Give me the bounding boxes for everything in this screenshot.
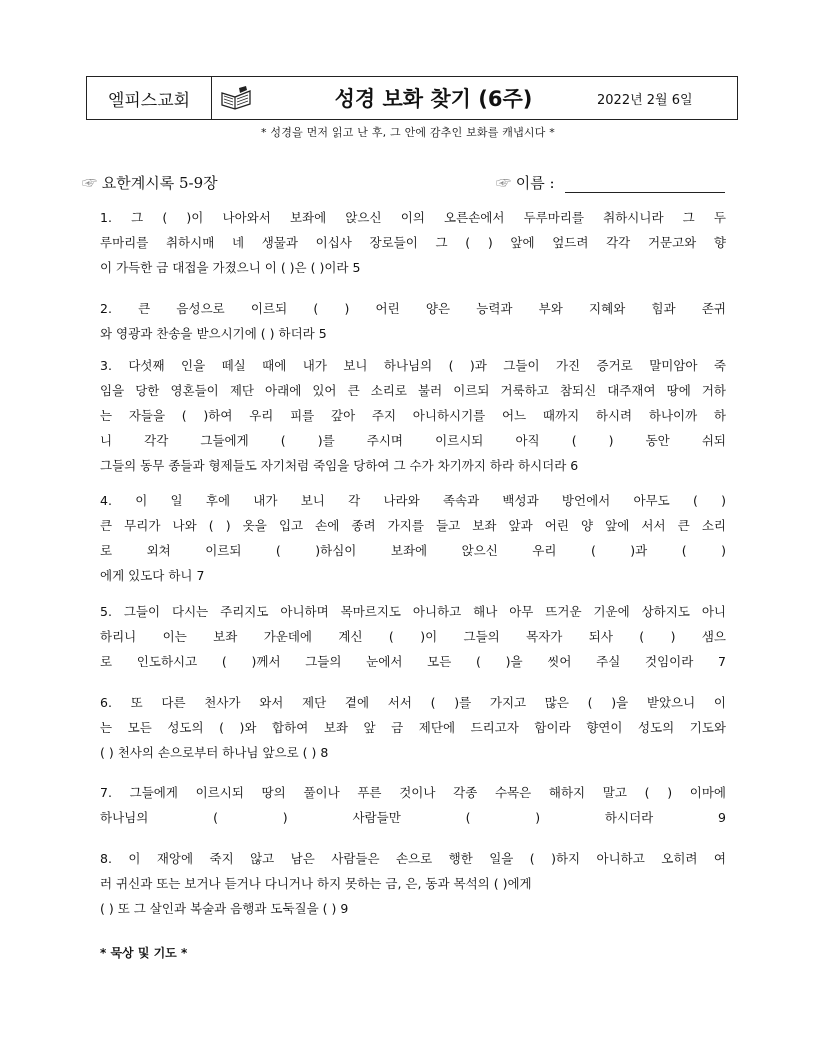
question-line: 1. 그 ( )이 나아와서 보좌에 앉으신 이의 오른손에서 두루마리를 취하시니라 그 두 <box>100 210 726 225</box>
question-line: 는 자들을 ( )하여 우리 피를 갚아 주지 아니하시기를 어느 때까지 하시려 하나이까 하 <box>100 408 726 423</box>
question-4 <box>100 488 726 588</box>
question-line: 는 모든 성도의 ( )와 합하여 보좌 앞 금 제단에 드리고자 함이라 향연이 성도의 기도와 <box>100 720 726 735</box>
worksheet-title: 성경 보화 찾기 (6주) <box>334 87 533 111</box>
question-line: ( ) 또 그 살인과 복술과 음행과 도둑질을 ( ) 9 <box>100 901 349 916</box>
question-line: 와 영광과 찬송을 받으시기에 ( ) 하더라 5 <box>100 326 327 341</box>
instruction-text: * 성경을 먼저 읽고 난 후, 그 안에 감추인 보화를 캐냅시다 * <box>261 126 555 139</box>
worksheet-header <box>86 76 738 120</box>
question-line: 3. 다섯째 인을 떼실 때에 내가 보니 하나님의 ( )과 그들이 가진 증거로 말미암아 죽 <box>100 358 726 373</box>
reference-text: 요한계시록 5-9장 <box>101 174 218 192</box>
question-line: 루마리를 취하시매 네 생물과 이십사 장로들이 그 ( ) 앞에 엎드려 각각 거문고와 향 <box>100 235 726 250</box>
question-line: 8. 이 재앙에 죽지 않고 남은 사람들은 손으로 행한 일을 ( )하지 아니하고 오히려 여 <box>100 851 726 866</box>
question-8 <box>100 846 726 921</box>
name-field <box>496 172 725 193</box>
question-line: 이 가득한 금 대접을 가졌으니 이 ( )은 ( )이라 5 <box>100 260 361 275</box>
question-line: 러 귀신과 또는 보거나 듣거나 다니거나 하지 못하는 금, 은, 동과 목석의 ( )에게 <box>100 876 532 891</box>
question-line: 임을 당한 영혼들이 제단 아래에 있어 큰 소리로 불러 이르되 거룩하고 참되신 대주재여 땅에 거하 <box>100 383 726 398</box>
question-line: 4. 이 일 후에 내가 보니 각 나라와 족속과 백성과 방언에서 아무도 ( ) <box>100 493 726 508</box>
question-3 <box>100 353 726 478</box>
name-label: 이름 : <box>515 174 555 192</box>
question-line: 하나님의 ( ) 사람들만 ( ) 하시더라 9 <box>100 810 726 825</box>
question-5 <box>100 599 726 674</box>
question-line: 에게 있도다 하니 7 <box>100 568 205 583</box>
open-bible-icon <box>212 77 260 119</box>
scripture-reference <box>82 172 218 193</box>
question-line: 7. 그들에게 이르시되 땅의 풀이나 푸른 것이나 각종 수목은 해하지 말고 ( ) 이마에 <box>100 785 726 800</box>
church-name: 엘피스교회 <box>87 77 212 119</box>
question-line: ( ) 천사의 손으로부터 하나님 앞으로 ( ) 8 <box>100 745 329 760</box>
question-line: 큰 무리가 나와 ( ) 옷을 입고 손에 종려 가지를 들고 보좌 앞과 어린 양 앞에 서서 큰 소리 <box>100 518 726 533</box>
question-6 <box>100 690 726 765</box>
closing-prayer: * 묵상 및 기도 * <box>100 946 188 960</box>
question-7 <box>100 780 726 830</box>
reference-row <box>82 172 738 194</box>
question-line: 6. 또 다른 천사가 와서 제단 곁에 서서 ( )를 가지고 많은 ( )을 받았으니 이 <box>100 695 726 710</box>
pointing-hand-icon: ☞ <box>82 174 98 192</box>
question-line: 로 외쳐 이르되 ( )하심이 보좌에 앉으신 우리 ( )과 ( ) <box>100 543 726 558</box>
name-blank-line[interactable] <box>565 176 725 193</box>
question-line: 니 각각 그들에게 ( )를 주시며 이르시되 아직 ( ) 동안 쉬되 <box>100 433 726 448</box>
question-line: 하리니 이는 보좌 가운데에 계신 ( )이 그들의 목자가 되사 ( ) 샘으 <box>100 629 726 644</box>
question-line: 그들의 동무 종들과 형제들도 자기처럼 죽임을 당하여 그 수가 차기까지 하라 하시더라 6 <box>100 458 579 473</box>
question-line: 5. 그들이 다시는 주리지도 아니하며 목마르지도 아니하고 해나 아무 뜨거운 기운에 상하지도 아니 <box>100 604 726 619</box>
question-line: 로 인도하시고 ( )께서 그들의 눈에서 모든 ( )을 씻어 주실 것임이라 7 <box>100 654 726 669</box>
question-line: 2. 큰 음성으로 이르되 ( ) 어린 양은 능력과 부와 지혜와 힘과 존귀 <box>100 301 726 316</box>
question-2 <box>100 296 726 346</box>
pointing-hand-icon: ☞ <box>496 174 512 192</box>
worksheet-date: 2022년 2월 6일 <box>597 92 693 108</box>
question-1 <box>100 205 726 280</box>
